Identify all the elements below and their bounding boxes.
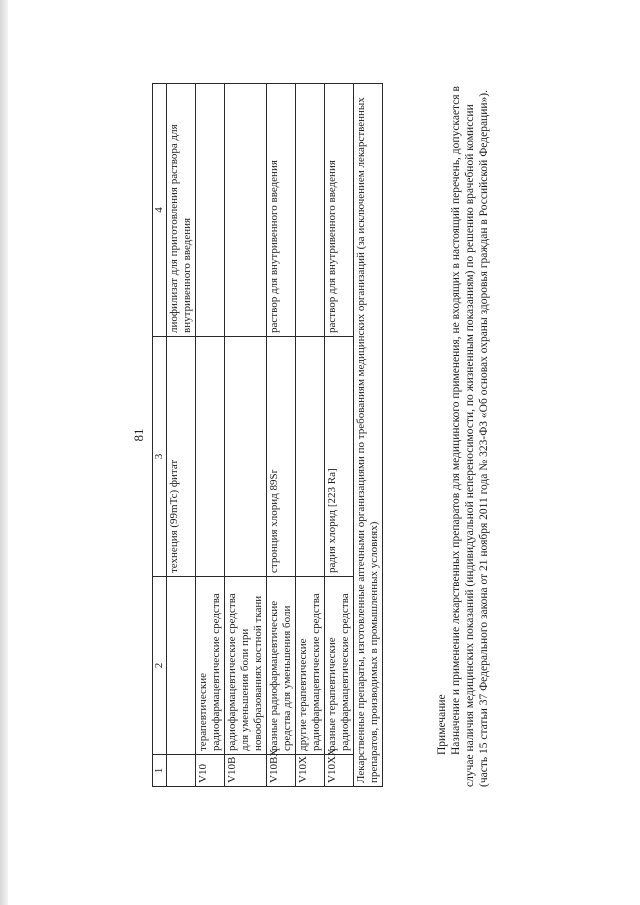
table-header-row xyxy=(153,84,167,787)
note-title: Примечание xyxy=(436,694,448,755)
atc-code-cell: V10 xyxy=(196,755,225,787)
atc-code-cell: V10BX xyxy=(267,755,296,787)
table-row xyxy=(267,84,296,787)
dosage-form-cell xyxy=(196,84,225,337)
scan-shadow-edge xyxy=(0,0,8,905)
header-cell-2: 2 xyxy=(153,577,167,755)
atc-code-cell xyxy=(167,755,196,787)
atc-code-cell: V10X xyxy=(296,755,325,787)
atc-code-cell: V10XX xyxy=(325,755,354,787)
group-cell: другие терапевтические радиофармацевтические средства xyxy=(296,577,325,755)
header-cell-3: 3 xyxy=(153,337,167,577)
dosage-form-cell: лиофилизат для приготовления раствора для внутривенного введения xyxy=(167,84,196,337)
drug-name-cell xyxy=(296,337,325,577)
dosage-form-cell xyxy=(296,84,325,337)
table-row xyxy=(167,84,196,787)
group-cell: разные терапевтические радиофармацевтические средства xyxy=(325,577,354,755)
drug-name-cell xyxy=(225,337,267,577)
table-row xyxy=(296,84,325,787)
drug-list-table xyxy=(152,83,383,787)
drug-name-cell: технеция (99mTc) фитат xyxy=(167,337,196,577)
header-cell-1: 1 xyxy=(153,755,167,787)
group-cell: терапевтические радиофармацевтические средства xyxy=(196,577,225,755)
table-row xyxy=(225,84,267,787)
rotated-document-sheet xyxy=(90,35,550,835)
note-section xyxy=(435,83,491,787)
group-cell: разные радиофармацевтические средства для уменьшения боли xyxy=(267,577,296,755)
dosage-form-cell: раствор для внутривенного введения xyxy=(267,84,296,337)
group-cell: радиофармацевтические средства для уменьшения боли при новообразованиях костной ткани xyxy=(225,577,267,755)
drug-name-cell xyxy=(196,337,225,577)
drug-name-cell: стронция хлорид 89Sr xyxy=(267,337,296,577)
dosage-form-cell xyxy=(225,84,267,337)
note-text: Назначение и применение лекарственных препаратов для медицинского применения, не входящих в настоящий перечень, допускается в случае наличия медицинских показаний (индивидуальной непереносимости, по жизненным показаниям) по решению врачебной комиссии (часть 15 статьи 37 Федерального закона от 21 ноября 2011 года № 323-ФЗ «Об основах охраны здоровья граждан в Российской Федерации»). xyxy=(450,86,490,787)
page-number: 81 xyxy=(131,428,146,442)
table-row xyxy=(325,84,354,787)
group-cell xyxy=(167,577,196,755)
header-cell-4: 4 xyxy=(153,84,167,337)
atc-code-cell: V10B xyxy=(225,755,267,787)
table-footer-row xyxy=(354,84,383,787)
compounded-preparations-note: Лекарственные препараты, изготовленные аптечными организациями по требованиям медицинских организаций (за исключением лекарственных препаратов, производимых в промышленных условиях) xyxy=(354,84,383,787)
dosage-form-cell: раствор для внутривенного введения xyxy=(325,84,354,337)
table-row xyxy=(196,84,225,787)
drug-name-cell: радия хлорид [223 Ra] xyxy=(325,337,354,577)
